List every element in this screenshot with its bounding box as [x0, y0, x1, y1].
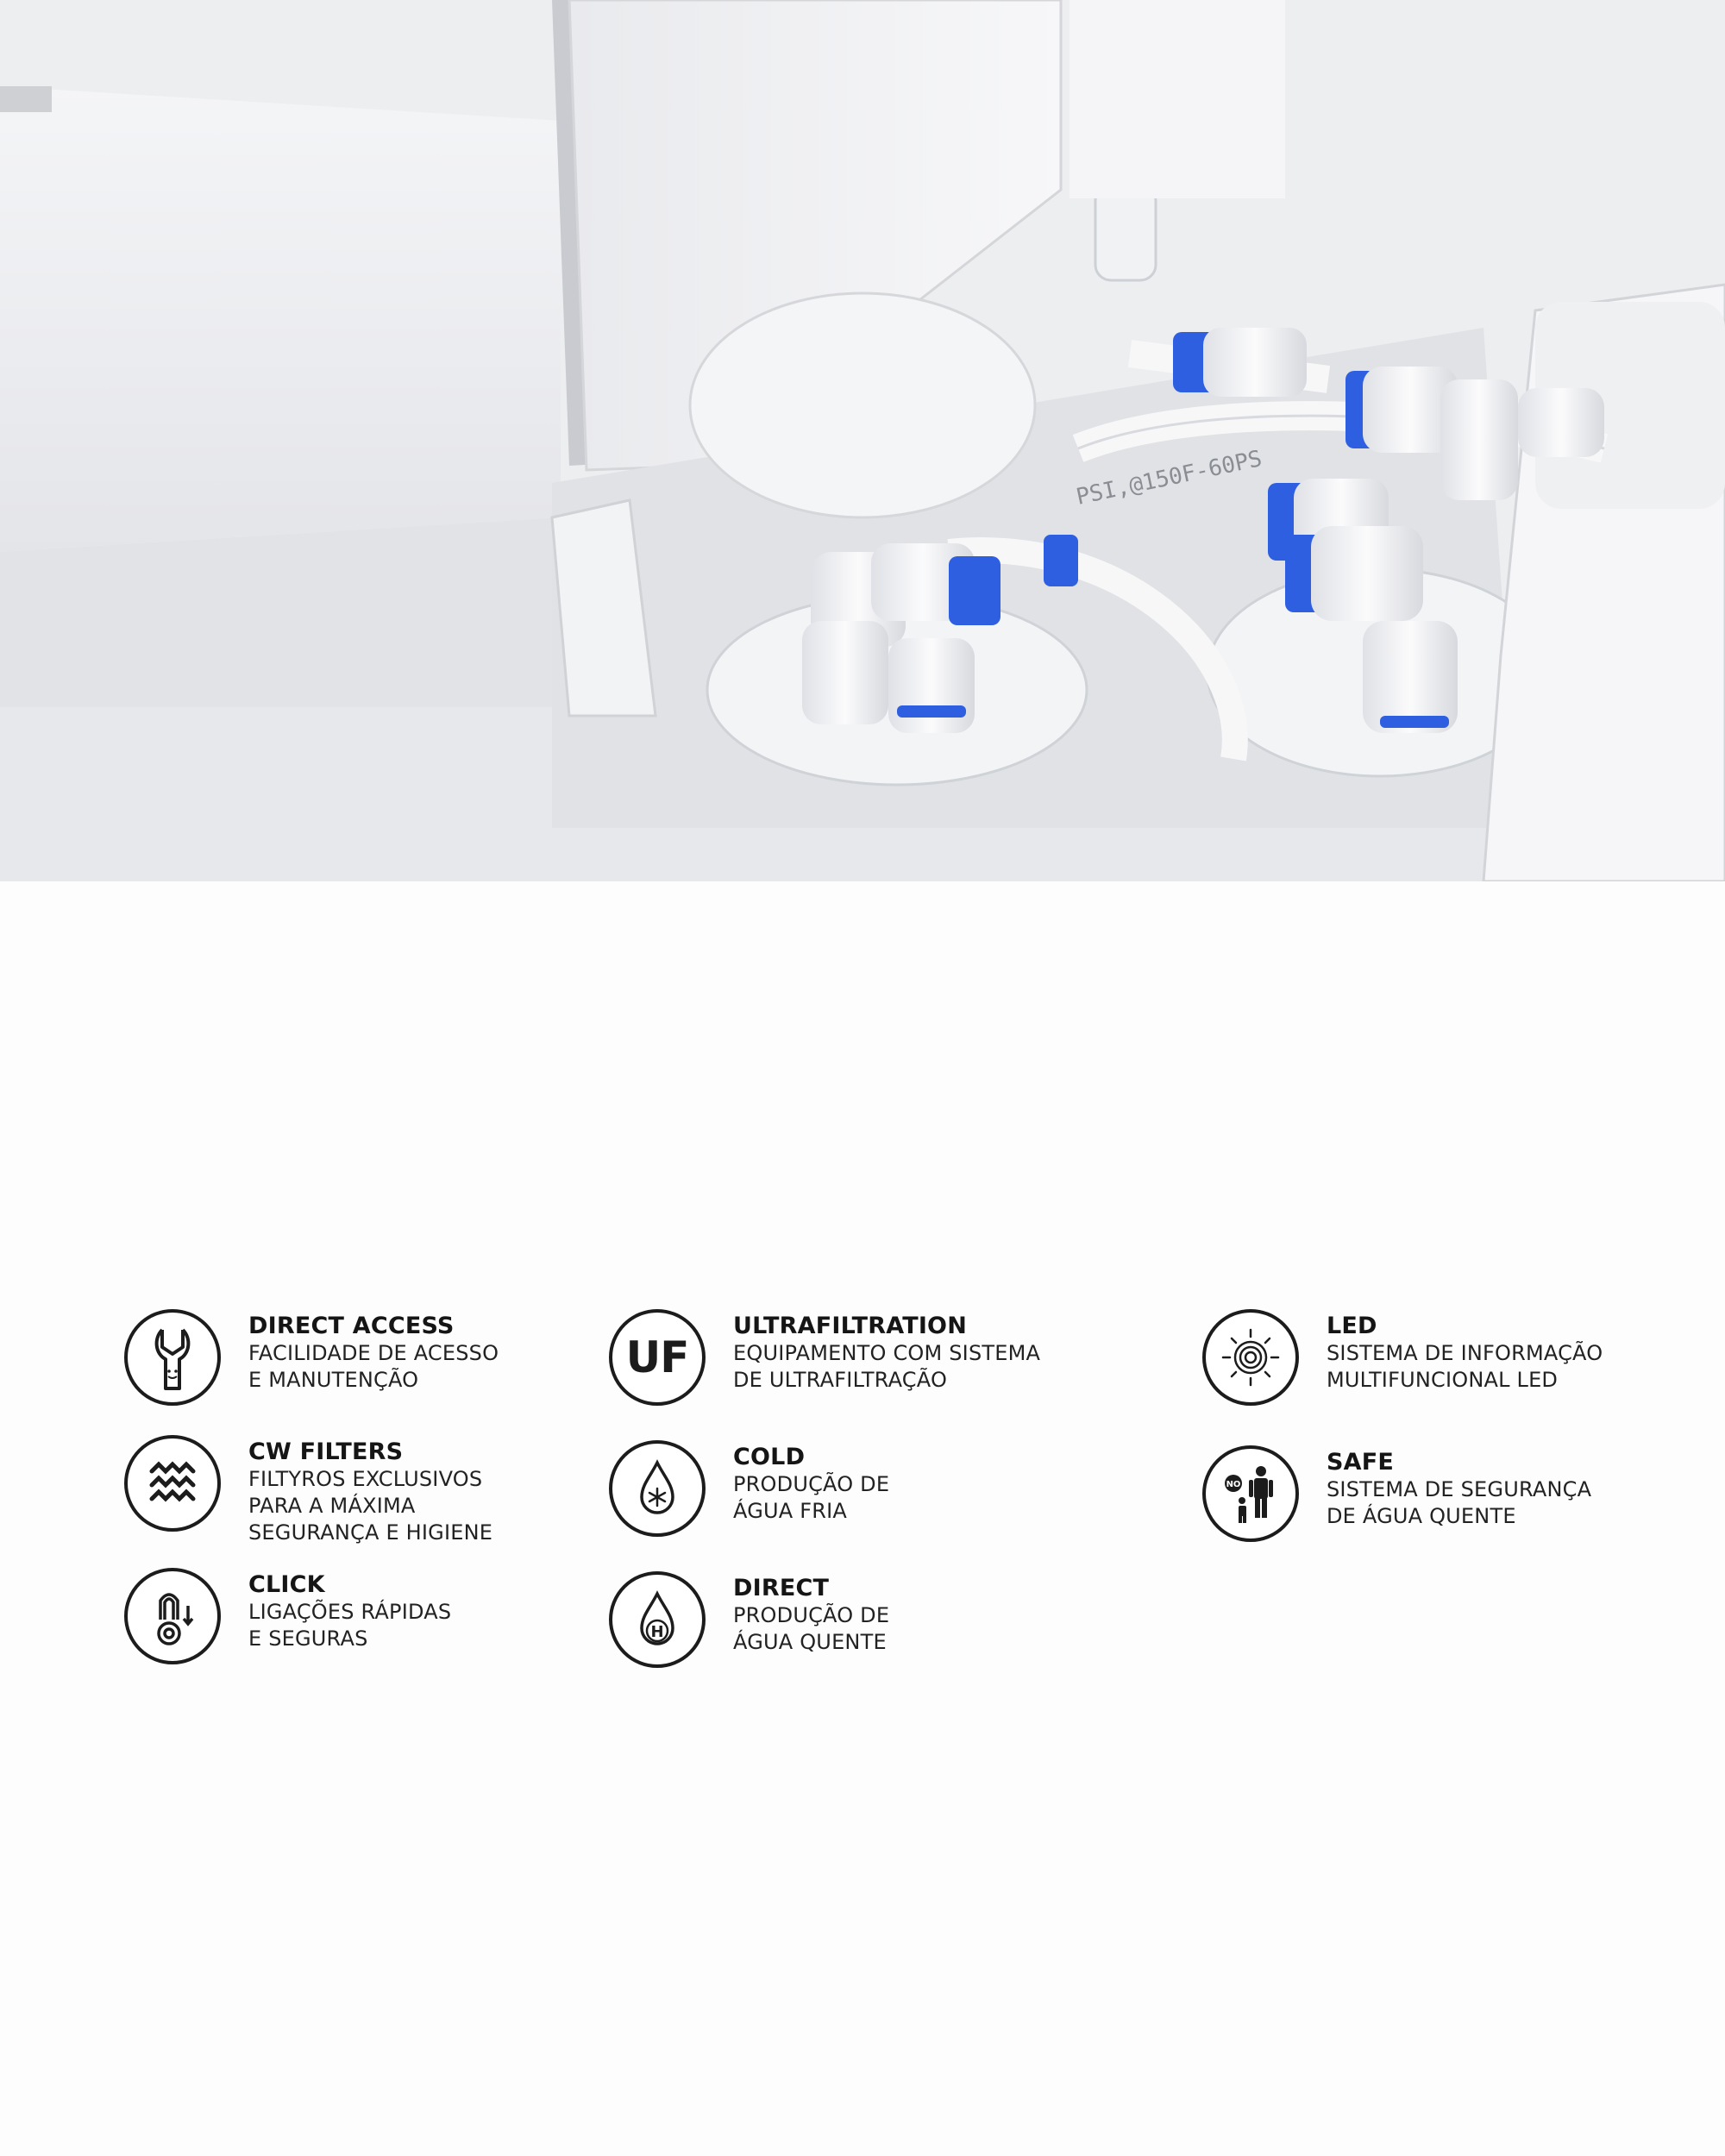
feature-text-line: PRODUÇÃO DE	[733, 1603, 890, 1627]
feature-title: COLD	[733, 1444, 806, 1470]
feature-title: SAFE	[1327, 1449, 1395, 1476]
feature-cold	[609, 1440, 889, 1537]
feature-text-line: SISTEMA DE INFORMAÇÃO	[1327, 1341, 1603, 1365]
svg-text:PSI,@150F-60PS: PSI,@150F-60PS	[1074, 445, 1264, 511]
feature-text-line: LIGAÇÕES RÁPIDAS	[248, 1600, 452, 1624]
feature-led	[1202, 1309, 1603, 1406]
quick-connect-icon	[124, 1568, 221, 1664]
feature-text-line: E MANUTENÇÃO	[248, 1368, 419, 1392]
feature-text-line: EQUIPAMENTO COM SISTEMA	[733, 1341, 1041, 1365]
feature-text-line: E SEGURAS	[248, 1626, 368, 1651]
feature-title: CW FILTERS	[248, 1438, 404, 1465]
feature-text-line: PARA A MÁXIMA	[248, 1494, 416, 1518]
feature-text-line: MULTIFUNCIONAL LED	[1327, 1368, 1559, 1392]
feature-text-line: ÁGUA QUENTE	[733, 1630, 887, 1654]
feature-text-line: ÁGUA FRIA	[733, 1499, 847, 1523]
feature-safe	[1202, 1445, 1591, 1542]
uf-icon-label: UF	[625, 1332, 689, 1382]
feature-title: DIRECT	[733, 1575, 830, 1601]
feature-title: LED	[1327, 1313, 1377, 1339]
product-photo	[0, 0, 1725, 881]
feature-title: ULTRAFILTRATION	[733, 1313, 968, 1339]
led-icon	[1202, 1309, 1299, 1406]
feature-direct	[609, 1571, 889, 1668]
feature-text-line: FACILIDADE DE ACESSO	[248, 1341, 499, 1365]
feature-direct-access	[124, 1309, 499, 1406]
hot-drop-icon-label: H	[650, 1623, 664, 1641]
feature-cw-filters	[124, 1435, 492, 1546]
feature-ultrafiltration	[609, 1309, 1040, 1406]
feature-text-line: DE ÁGUA QUENTE	[1327, 1504, 1516, 1528]
child-safety-icon	[1202, 1445, 1299, 1542]
cold-drop-icon	[609, 1440, 706, 1537]
no-badge-label: NO	[1226, 1480, 1241, 1489]
uf-icon	[609, 1309, 706, 1406]
waves-icon	[124, 1435, 221, 1532]
feature-title: CLICK	[248, 1571, 325, 1598]
wrench-icon	[124, 1309, 221, 1406]
feature-title: DIRECT ACCESS	[248, 1313, 455, 1339]
feature-click	[124, 1568, 451, 1664]
hot-drop-icon	[609, 1571, 706, 1668]
feature-text-line: PRODUÇÃO DE	[733, 1472, 890, 1496]
feature-text-line: DE ULTRAFILTRAÇÃO	[733, 1368, 948, 1392]
feature-text-line: SISTEMA DE SEGURANÇA	[1327, 1477, 1592, 1501]
feature-text-line: SEGURANÇA E HIGIENE	[248, 1520, 493, 1545]
feature-text-line: FILTYROS EXCLUSIVOS	[248, 1467, 483, 1491]
